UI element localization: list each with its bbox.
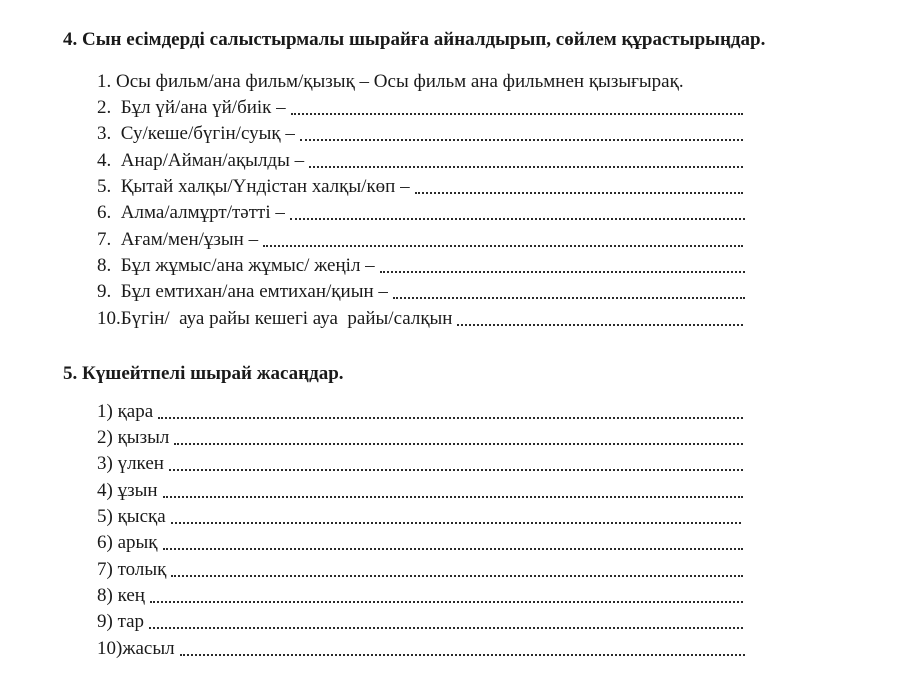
list-item — [97, 479, 743, 503]
answer-blank[interactable] — [457, 322, 743, 326]
item-text: қысқа — [117, 506, 166, 527]
item-number: 2. — [97, 97, 121, 118]
answer-blank[interactable] — [169, 467, 743, 471]
item-text: қызыл — [117, 427, 170, 448]
list-item — [97, 505, 741, 529]
list-item — [97, 307, 743, 331]
list-item — [97, 400, 743, 424]
item-number: 10. — [97, 308, 121, 329]
item-number: 3) — [97, 453, 118, 474]
item-number: 2) — [97, 427, 118, 448]
list-item — [97, 149, 743, 173]
answer-blank[interactable] — [149, 625, 743, 629]
section-5-heading: 5. Күшейтпелі шырай жасаңдар. — [63, 363, 344, 384]
list-item — [97, 175, 743, 199]
item-number: 10) — [97, 638, 123, 659]
item-text: Анар/Айман/ақылды – — [120, 150, 305, 171]
list-item — [97, 452, 743, 476]
list-item — [97, 426, 743, 450]
item-number: 4) — [97, 480, 118, 501]
item-text: арық — [117, 532, 158, 553]
item-number: 8) — [97, 585, 118, 606]
answer-blank[interactable] — [163, 546, 743, 550]
item-text: толық — [117, 559, 167, 580]
item-text: тар — [117, 611, 145, 632]
item-text: Бұл үй/ана үй/биік – — [120, 97, 286, 118]
item-number: 9) — [97, 611, 118, 632]
answer-blank[interactable] — [300, 137, 743, 141]
answer-blank[interactable] — [290, 216, 745, 220]
item-text: Қытай халқы/Үндістан халқы/көп – — [120, 176, 410, 197]
item-number: 6. — [97, 202, 121, 223]
item-text: ұзын — [117, 480, 158, 501]
answer-blank[interactable] — [163, 494, 743, 498]
item-text: кең — [117, 585, 145, 606]
list-item — [97, 558, 743, 582]
answer-blank[interactable] — [180, 652, 745, 656]
item-text: Ағам/мен/ұзын – — [120, 229, 259, 250]
list-item — [97, 201, 745, 225]
list-item — [97, 254, 745, 278]
answer-blank[interactable] — [174, 441, 743, 445]
item-number: 7. — [97, 229, 121, 250]
item-number: 4. — [97, 150, 121, 171]
item-text: Бүгін/ ауа райы кешегі ауа райы/салқын — [120, 308, 453, 329]
list-item — [97, 610, 743, 634]
item-number: 6) — [97, 532, 118, 553]
list-item — [97, 531, 743, 555]
item-number: 1) — [97, 401, 118, 422]
answer-blank[interactable] — [171, 573, 743, 577]
item-text: Алма/алмұрт/тәтті – — [120, 202, 285, 223]
item-number: 5. — [97, 176, 121, 197]
list-item — [97, 228, 743, 252]
item-number: 3. — [97, 123, 121, 144]
answer-blank[interactable] — [150, 599, 743, 603]
list-item — [97, 122, 743, 146]
item-text: Бұл емтихан/ана емтихан/қиын – — [120, 281, 388, 302]
item-text: Су/кеше/бүгін/суық – — [120, 123, 295, 144]
item-text: қара — [117, 401, 154, 422]
item-text: Бұл жұмыс/ана жұмыс/ жеңіл – — [120, 255, 375, 276]
list-item — [97, 584, 743, 608]
answer-blank[interactable] — [171, 520, 741, 524]
answer-blank[interactable] — [158, 415, 743, 419]
item-text: Осы фильм/ана фильм/қызық – Осы фильм ана фильмнен қызығырақ. — [116, 71, 684, 92]
item-number: 5) — [97, 506, 118, 527]
list-item — [97, 70, 684, 94]
answer-blank[interactable] — [393, 295, 745, 299]
answer-blank[interactable] — [263, 243, 743, 247]
answer-blank[interactable] — [380, 269, 745, 273]
item-number: 1. — [97, 71, 116, 92]
item-text: үлкен — [117, 453, 164, 474]
answer-blank[interactable] — [309, 164, 743, 168]
list-item — [97, 280, 745, 304]
answer-blank[interactable] — [291, 111, 743, 115]
item-number: 9. — [97, 281, 121, 302]
section-4-heading: 4. Сын есімдерді салыстырмалы шырайға айналдырып, сөйлем құрастырыңдар. — [63, 29, 766, 50]
list-item — [97, 637, 745, 661]
item-text: жасыл — [122, 638, 175, 659]
item-number: 8. — [97, 255, 121, 276]
item-number: 7) — [97, 559, 118, 580]
answer-blank[interactable] — [415, 190, 743, 194]
list-item — [97, 96, 743, 120]
